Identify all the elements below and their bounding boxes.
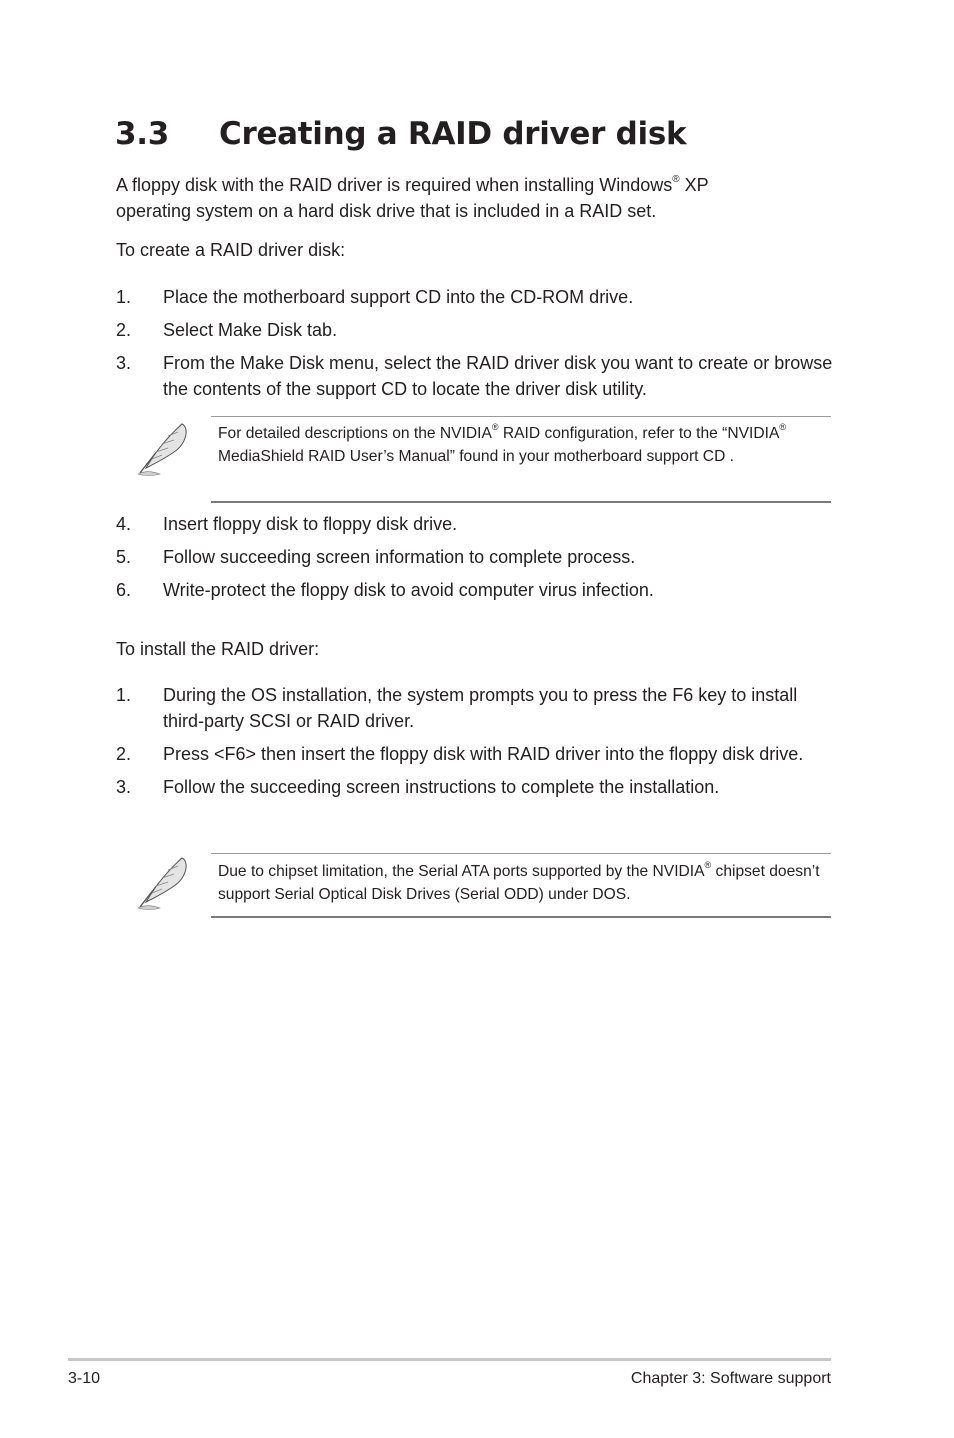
create-steps-list-b [116,511,836,603]
list-item [116,741,836,767]
step-number: 1. [116,287,132,307]
intro-text-part2: XP [679,175,709,195]
step-text: Write-protect the floppy disk to avoid computer virus infection. [163,580,654,600]
create-steps-list-a [116,284,836,402]
install-steps-list [116,682,836,800]
registered-mark: ® [672,174,680,185]
note-text-part1: For detailed descriptions on the NVIDIA [218,425,492,442]
intro-paragraph [116,172,709,224]
note-text-part2: chipset doesn’t support Serial Optical Disk Drives (Serial ODD) under DOS. [218,863,820,903]
note-text-part1: Due to chipset limitation, the Serial ATA ports supported by the NVIDIA [218,863,705,880]
intro-text-line2: operating system on a hard disk drive that is included in a RAID set. [116,201,657,221]
note-text-part3: MediaShield RAID User’s Manual” found in your motherboard support CD . [218,448,734,465]
step-number: 2. [116,320,132,340]
create-disk-title: To create a RAID driver disk: [116,240,346,260]
step-number: 3. [116,777,132,797]
page-number: 3-10 [68,1370,101,1387]
step-text: During the OS installation, the system prompts you to press the F6 key to install third-party SCSI or RAID driver. [163,685,798,731]
registered-mark: ® [779,421,786,432]
step-number: 6. [116,580,132,600]
list-item [116,511,836,537]
intro-text-part1: A floppy disk with the RAID driver is required when installing Windows [116,175,673,195]
list-item [116,577,836,603]
list-item [116,682,836,734]
step-text: Select Make Disk tab. [163,320,338,340]
list-item [116,350,836,402]
list-item [116,544,836,570]
feather-quill-icon [134,852,192,914]
note-text-part2: RAID configuration, refer to the “NVIDIA [498,425,780,442]
section-title: Creating a RAID driver disk [219,116,687,152]
list-item [116,317,836,343]
note-top-rule [211,853,831,854]
install-driver-title: To install the RAID driver: [116,639,320,659]
list-item [116,284,836,310]
step-number: 2. [116,744,132,764]
note-bottom-rule [211,501,831,503]
step-text: Place the motherboard support CD into the CD-ROM drive. [163,287,634,307]
step-text: From the Make Disk menu, select the RAID driver disk you want to create or browse the contents of the support CD to locate the driver disk utility. [163,353,833,399]
step-text: Follow succeeding screen information to complete process. [163,547,636,567]
step-text: Insert floppy disk to floppy disk drive. [163,514,458,534]
step-number: 3. [116,353,132,373]
registered-mark: ® [491,421,499,432]
section-number: 3.3 [115,116,170,152]
note-raid-manual [218,422,830,468]
note-serial-odd [218,860,830,906]
list-item [116,774,836,800]
section-heading [115,116,686,152]
note-bottom-rule [211,916,831,918]
chapter-label: Chapter 3: Software support [630,1370,831,1387]
step-text: Press <F6> then insert the floppy disk with RAID driver into the floppy disk drive. [163,744,804,764]
registered-mark: ® [704,859,712,870]
step-text: Follow the succeeding screen instructions to complete the installation. [163,777,720,797]
note-top-rule [211,416,831,417]
footer-rule [68,1358,831,1361]
step-number: 1. [116,685,132,705]
feather-quill-icon [134,418,192,480]
step-number: 4. [116,514,132,534]
step-number: 5. [116,547,132,567]
